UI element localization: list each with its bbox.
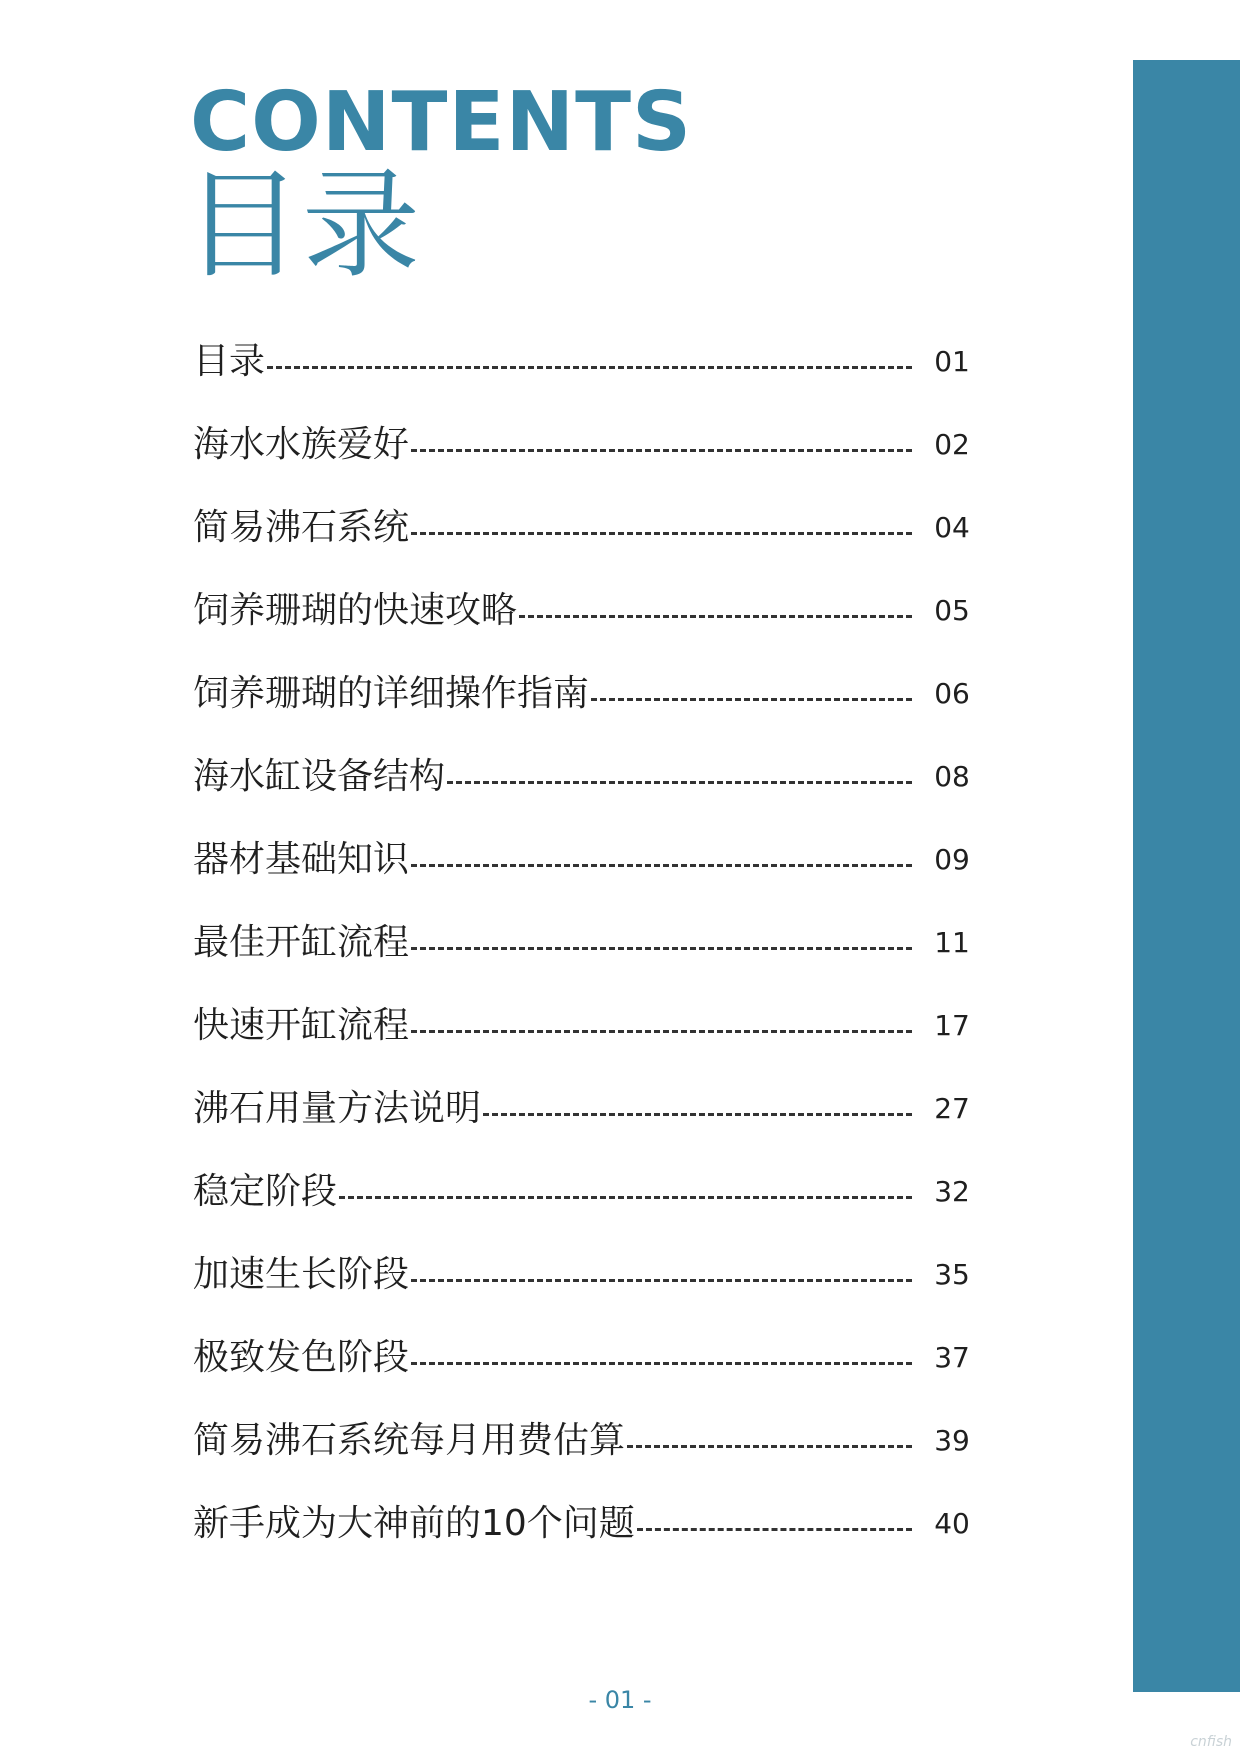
toc-dotted-leader (591, 695, 912, 701)
toc-entry-title: 新手成为大神前的10个问题 (193, 1502, 635, 1544)
toc-entry-main (193, 755, 912, 799)
toc-entry-page: 35 (934, 1257, 970, 1291)
toc-entry-page: 01 (934, 344, 970, 378)
toc-dotted-leader (627, 1442, 912, 1448)
toc-entry-page: 08 (934, 759, 970, 793)
toc-entry-title: 饲养珊瑚的详细操作指南 (193, 672, 590, 714)
toc-entry-main (193, 1004, 912, 1048)
toc-entry[interactable] (193, 1233, 993, 1316)
toc-entry-page: 40 (934, 1506, 970, 1540)
toc-entry-main (193, 423, 912, 467)
toc-entry-page: 37 (934, 1340, 970, 1374)
watermark-text: cnfish (1190, 1734, 1232, 1750)
toc-entry-title: 目录 (193, 340, 266, 382)
toc-dotted-leader (411, 1359, 912, 1365)
side-accent-bar (1133, 60, 1240, 1692)
toc-entry-title: 海水水族爱好 (193, 423, 410, 465)
toc-entry[interactable] (193, 735, 993, 818)
toc-entry-page: 17 (934, 1008, 970, 1042)
toc-entry-title: 极致发色阶段 (193, 1336, 410, 1378)
toc-dotted-leader (519, 612, 912, 618)
toc-entry[interactable] (193, 320, 993, 403)
toc-entry[interactable] (193, 1150, 993, 1233)
toc-entry[interactable] (193, 1316, 993, 1399)
toc-entry-page: 39 (934, 1423, 970, 1457)
contents-title: CONTENTS (190, 75, 693, 170)
toc-entry-title: 饲养珊瑚的快速攻略 (193, 589, 518, 631)
toc-entry-title: 稳定阶段 (193, 1170, 338, 1212)
toc-entry-main (193, 1502, 912, 1546)
toc-entry-main (193, 672, 912, 716)
toc-dotted-leader (483, 1110, 912, 1116)
toc-entry[interactable] (193, 984, 993, 1067)
toc-dotted-leader (411, 529, 912, 535)
toc-dotted-leader (447, 778, 912, 784)
toc-entry[interactable] (193, 1482, 993, 1565)
toc-entry-page: 11 (934, 925, 970, 959)
toc-entry-title: 沸石用量方法说明 (193, 1087, 482, 1129)
toc-entry-page: 27 (934, 1091, 970, 1125)
toc-entry-main (193, 1087, 912, 1131)
toc-entry-page: 32 (934, 1174, 970, 1208)
toc-entry-page: 05 (934, 593, 970, 627)
toc-entry[interactable] (193, 1399, 993, 1482)
toc-dotted-leader (411, 1276, 912, 1282)
toc-entry-page: 09 (934, 842, 970, 876)
toc-dotted-leader (411, 944, 912, 950)
page-number: - 01 - (588, 1686, 652, 1714)
toc-entry-main (193, 1170, 912, 1214)
toc-entry-main (193, 1336, 912, 1380)
toc-entry-title: 快速开缸流程 (193, 1004, 410, 1046)
contents-title-chinese: 目录 (184, 156, 421, 294)
toc-entry[interactable] (193, 818, 993, 901)
toc-entry[interactable] (193, 403, 993, 486)
toc-dotted-leader (411, 861, 912, 867)
toc-dotted-leader (411, 1027, 912, 1033)
toc-entry-main (193, 589, 912, 633)
toc-entry-page: 02 (934, 427, 970, 461)
toc-dotted-leader (411, 446, 912, 452)
toc-entry-title: 器材基础知识 (193, 838, 410, 880)
toc-entry-page: 06 (934, 676, 970, 710)
toc-entry[interactable] (193, 652, 993, 735)
toc-entry-title: 加速生长阶段 (193, 1253, 410, 1295)
toc-entry[interactable] (193, 901, 993, 984)
toc-entry-title: 海水缸设备结构 (193, 755, 446, 797)
toc-dotted-leader (637, 1525, 912, 1531)
toc-entry-main (193, 340, 912, 384)
toc-entry-main (193, 1253, 912, 1297)
toc-entry-title: 简易沸石系统 (193, 506, 410, 548)
toc-entry-title: 最佳开缸流程 (193, 921, 410, 963)
toc-entry-main (193, 921, 912, 965)
toc-entry[interactable] (193, 569, 993, 652)
toc-entry-main (193, 1419, 912, 1463)
toc-dotted-leader (339, 1193, 912, 1199)
toc-entry-main (193, 838, 912, 882)
toc-entry-page: 04 (934, 510, 970, 544)
toc-entry[interactable] (193, 486, 993, 569)
table-of-contents (193, 320, 993, 1565)
toc-entry-title: 简易沸石系统每月用费估算 (193, 1419, 626, 1461)
toc-entry-main (193, 506, 912, 550)
toc-dotted-leader (267, 363, 912, 369)
toc-entry[interactable] (193, 1067, 993, 1150)
